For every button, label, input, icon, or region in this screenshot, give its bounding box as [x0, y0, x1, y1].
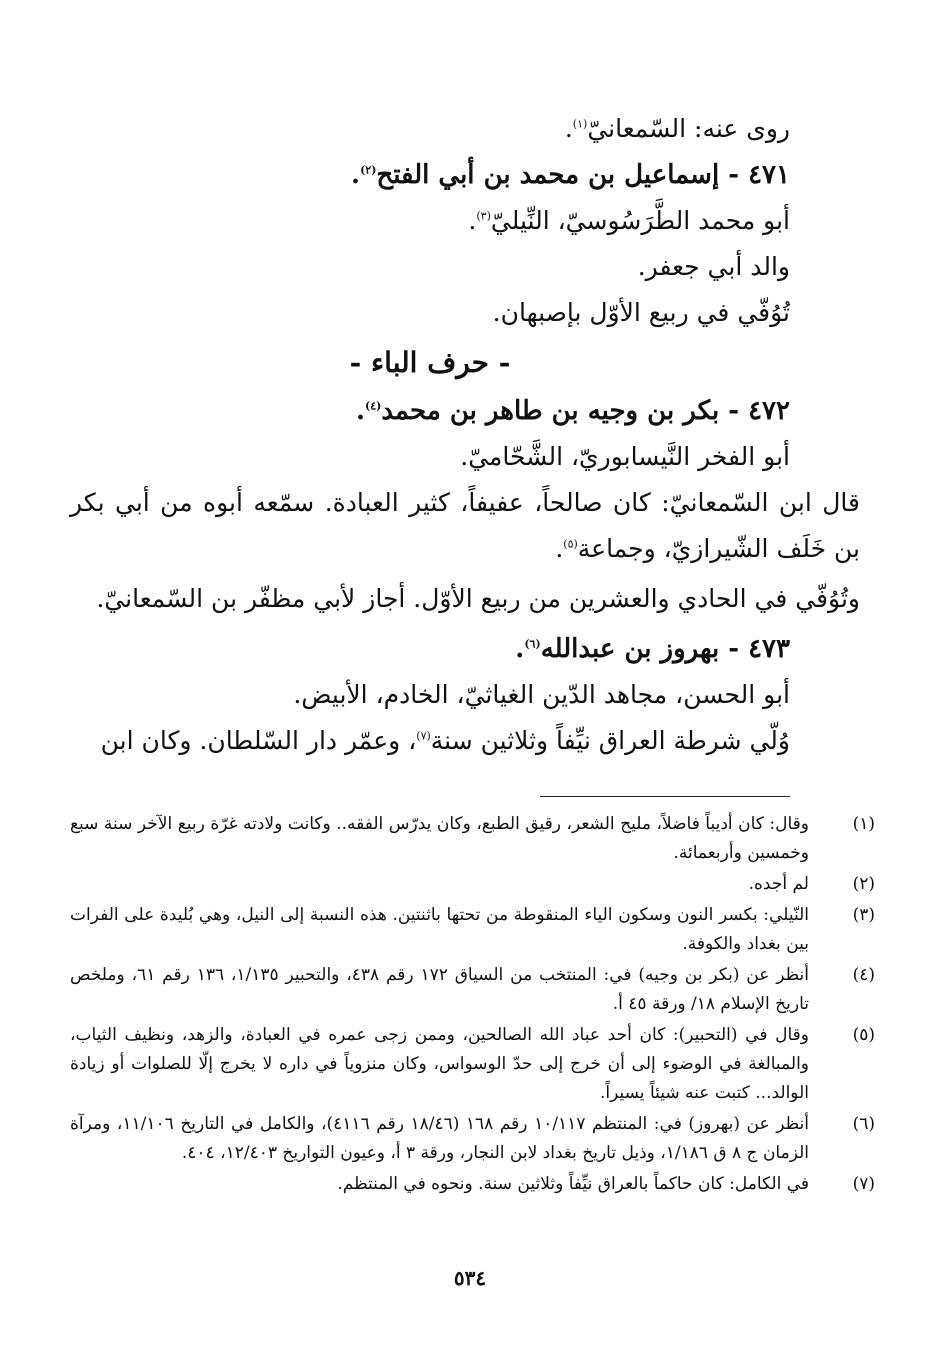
footnote-ref[interactable]: (٤)	[365, 399, 382, 413]
footnote-number: (٤)	[852, 965, 875, 985]
footnote-number: (٧)	[852, 1174, 875, 1194]
text-line: والد أبي جعفر.	[637, 252, 790, 281]
footnote-divider	[540, 796, 790, 797]
main-text	[70, 106, 860, 764]
footnote	[70, 1170, 875, 1199]
footnote	[70, 870, 875, 899]
paragraph: وتُوُفّي في الحادي والعشرين من ربيع الأوّل. أجاز لأبي مظفّر بن السّمعانيّ.	[96, 584, 860, 613]
paragraph: قال ابن السّمعانيّ: كان صالحاً، عفيفاً، كثير العبادة. سمّعه أبوه من أبي بكر بن خَلَف الشّيرازيّ، وجماعة$^{(٥)}$.	[70, 488, 860, 563]
text-line: أبو الفخر النَّيسابوريّ، الشَّحّاميّ.	[460, 442, 790, 471]
footnote-text: في الكامل: كان حاكماً بالعراق نيِّفاً وثلاثين سنة. ونحوه في المنتظم.	[337, 1174, 809, 1194]
text-line: روى عنه: السّمعانيّ$^{(١)}$.	[564, 114, 790, 143]
footnote-number: (٢)	[852, 874, 875, 894]
footnote-text: وقال: كان أديباً فاضلاً، مليح الشعر، رقيق الطبع، وكان يدرّس الفقه.. وكانت ولادته غرّة ربيع الآخر سنة سبع وخمسين وأربعمائة.	[70, 814, 809, 863]
footnote-ref[interactable]: (٦)	[524, 637, 541, 651]
footnote	[70, 810, 875, 868]
text-line: تُوُفّي في ربيع الأوّل بإصبهان.	[492, 298, 790, 327]
footnote-number: (٥)	[852, 1025, 875, 1045]
entry-heading-473: ٤٧٣ - بهروز بن عبدالله$^{(٦)}$.	[515, 634, 790, 664]
footnote	[70, 901, 875, 959]
entry-heading-472: ٤٧٢ - بكر بن وجيه بن طاهر بن محمد$^{(٤)}$.	[355, 396, 790, 426]
text-line: أبو الحسن، مجاهد الدّين الغياثيّ، الخادم، الأبيض.	[293, 680, 790, 709]
footnote	[70, 1110, 875, 1168]
footnote	[70, 961, 875, 1019]
footnote-ref[interactable]: (٣)	[476, 209, 491, 223]
footnote	[70, 1021, 875, 1108]
footnote-number: (١)	[852, 814, 875, 834]
footnote-ref[interactable]: (٢)	[360, 163, 377, 177]
entry-heading-471: ٤٧١ - إسماعيل بن محمد بن أبي الفتح$^{(٢)}$.	[351, 160, 790, 190]
footnote-text: وقال في (التحبير): كان أحد عباد الله الصالحين، وممن زجى عمره في العبادة، والزهد، ونظيف الثياب، والمبالغة في الوضوء إلى أن خرج إلى حدّ الوسواس، وكان منزوياً في داره لا يخرج إلّا للصلوات أو زيادة الوالد... كتبت عنه شيئاً يسيراً.	[70, 1025, 809, 1103]
footnote-ref[interactable]: (١)	[572, 117, 588, 131]
footnote-ref[interactable]: (٧)	[416, 729, 431, 743]
footnote-text: لم أجده.	[748, 874, 809, 894]
text-line: أبو محمد الطَّرَسُوسيّ، النِّيليّ$^{(٣)}$.	[468, 206, 790, 235]
footnotes	[70, 810, 875, 1201]
footnote-text: أنظر عن (بهروز) في: المنتظم ١٠/١١٧ رقم ١٦٨ (١٨/٤٦ رقم ٤١١٦)، والكامل في التاريخ ١١/١٠٦، ومرآة الزمان ج ٨ ق ١/١٨٦، وذيل تاريخ بغداد لابن النجار، ورقة ٣ أ، وعيون التواريخ ١٢/٤٠٣، ٤٠٤.	[70, 1114, 809, 1163]
text-line: وُلّي شرطة العراق نيِّفاً وثلاثين سنة$^{(٧)}$، وعمّر دار السّلطان. وكان ابن	[100, 726, 790, 755]
footnote-text: النّيلي: بكسر النون وسكون الياء المنقوطة من تحتها باثنتين. هذه النسبة إلى النيل، وهي بُليدة على الفرات بين بغداد والكوفة.	[70, 905, 809, 954]
footnote-number: (٣)	[852, 905, 875, 925]
section-title: - حرف الباء -	[349, 346, 511, 379]
footnote-number: (٦)	[852, 1114, 875, 1134]
footnote-text: أنظر عن (بكر بن وجيه) في: المنتخب من السياق ١٧٢ رقم ٤٣٨، والتحبير ١/١٣٥، ١٣٦ رقم ٦١، وملخص تاريخ الإسلام ١٨/ ورقة ٤٥ أ.	[70, 965, 809, 1014]
footnote-ref[interactable]: (٥)	[563, 537, 578, 551]
page-number: ٥٣٤	[453, 1266, 487, 1290]
